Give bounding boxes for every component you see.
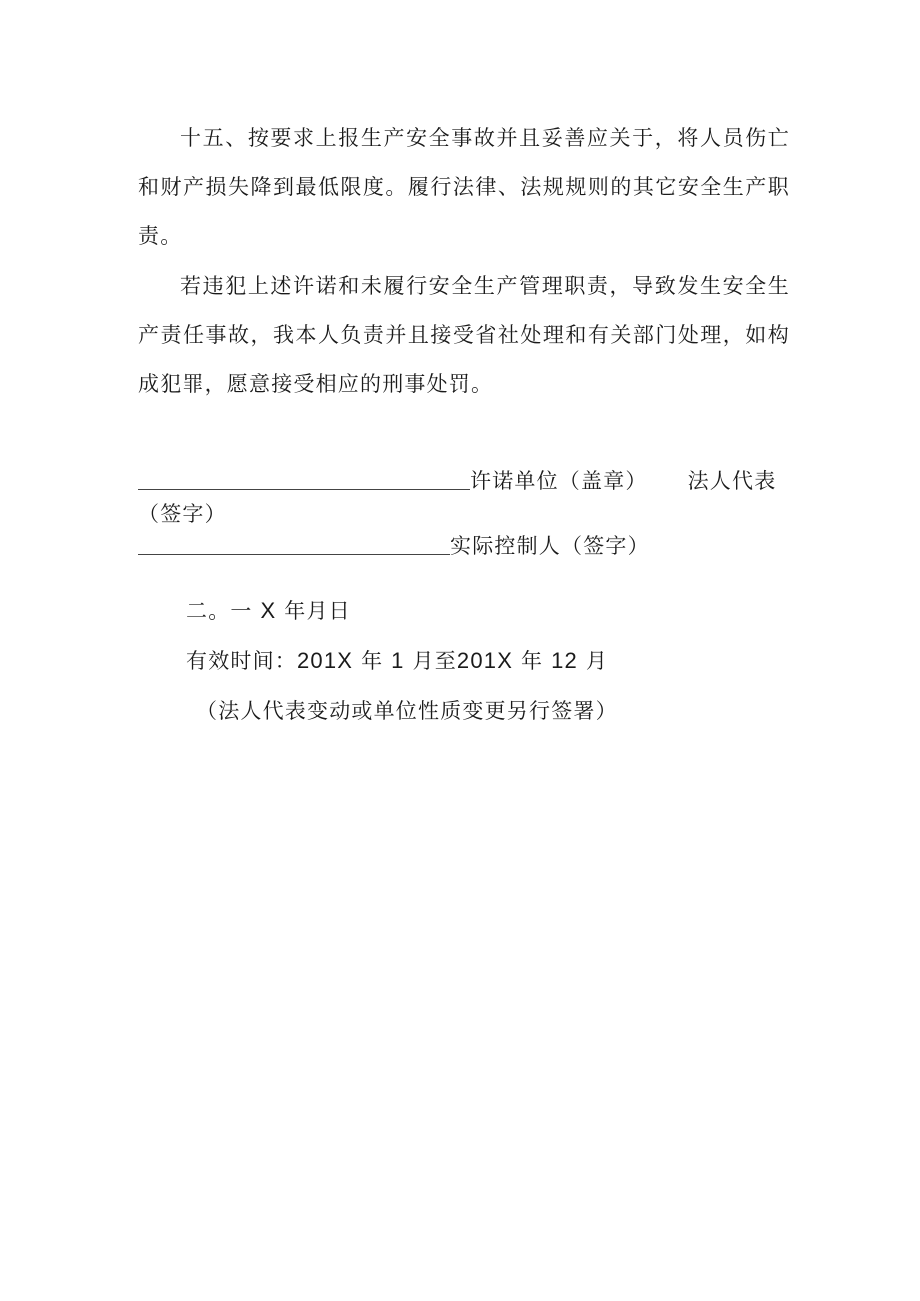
date-year-placeholder: X	[260, 598, 277, 623]
date-line	[186, 596, 351, 626]
clause-15-paragraph: 十五、按要求上报生产安全事故并且妥善应关于，将人员伤亡和财产损失降到最低限度。履行法律、法规规则的其它安全生产职责。	[138, 126, 790, 248]
validity-start-month: 1	[391, 648, 405, 673]
legal-rep-label: 法人代表	[687, 469, 777, 493]
validity-year-char-2: 年	[520, 649, 544, 673]
validity-to: 月至	[412, 649, 457, 673]
legal-rep-sign-line	[138, 499, 227, 529]
validity-label: 有效时间：	[186, 649, 297, 673]
validity-line	[186, 646, 608, 676]
date-prefix: 二。一	[186, 599, 253, 623]
re-sign-note: （法人代表变动或单位性质变更另行签署）	[196, 699, 618, 723]
validity-start-year: 201X	[297, 648, 354, 673]
unit-seal-blank[interactable]	[138, 467, 470, 490]
validity-year-char-1: 年	[361, 649, 384, 673]
validity-end-year: 201X	[456, 648, 514, 673]
liability-paragraph: 若违犯上述许诺和未履行安全生产管理职责，导致发生安全生产责任事故，我本人负责并且接受省社处理和有关部门处理，如构成犯罪，愿意接受相应的刑事处罚。	[138, 274, 790, 396]
unit-seal-label: 许诺单位（盖章）	[470, 469, 648, 493]
controller-signature-line	[138, 531, 650, 561]
controller-sign-blank[interactable]	[138, 532, 450, 555]
controller-label: 实际控制人（签字）	[450, 534, 650, 558]
date-suffix: 年月日	[284, 599, 351, 623]
legal-rep-sign-label: （签字）	[138, 502, 227, 526]
validity-month-char: 月	[585, 649, 609, 673]
validity-end-month: 12	[551, 648, 578, 673]
unit-signature-line	[138, 466, 776, 496]
